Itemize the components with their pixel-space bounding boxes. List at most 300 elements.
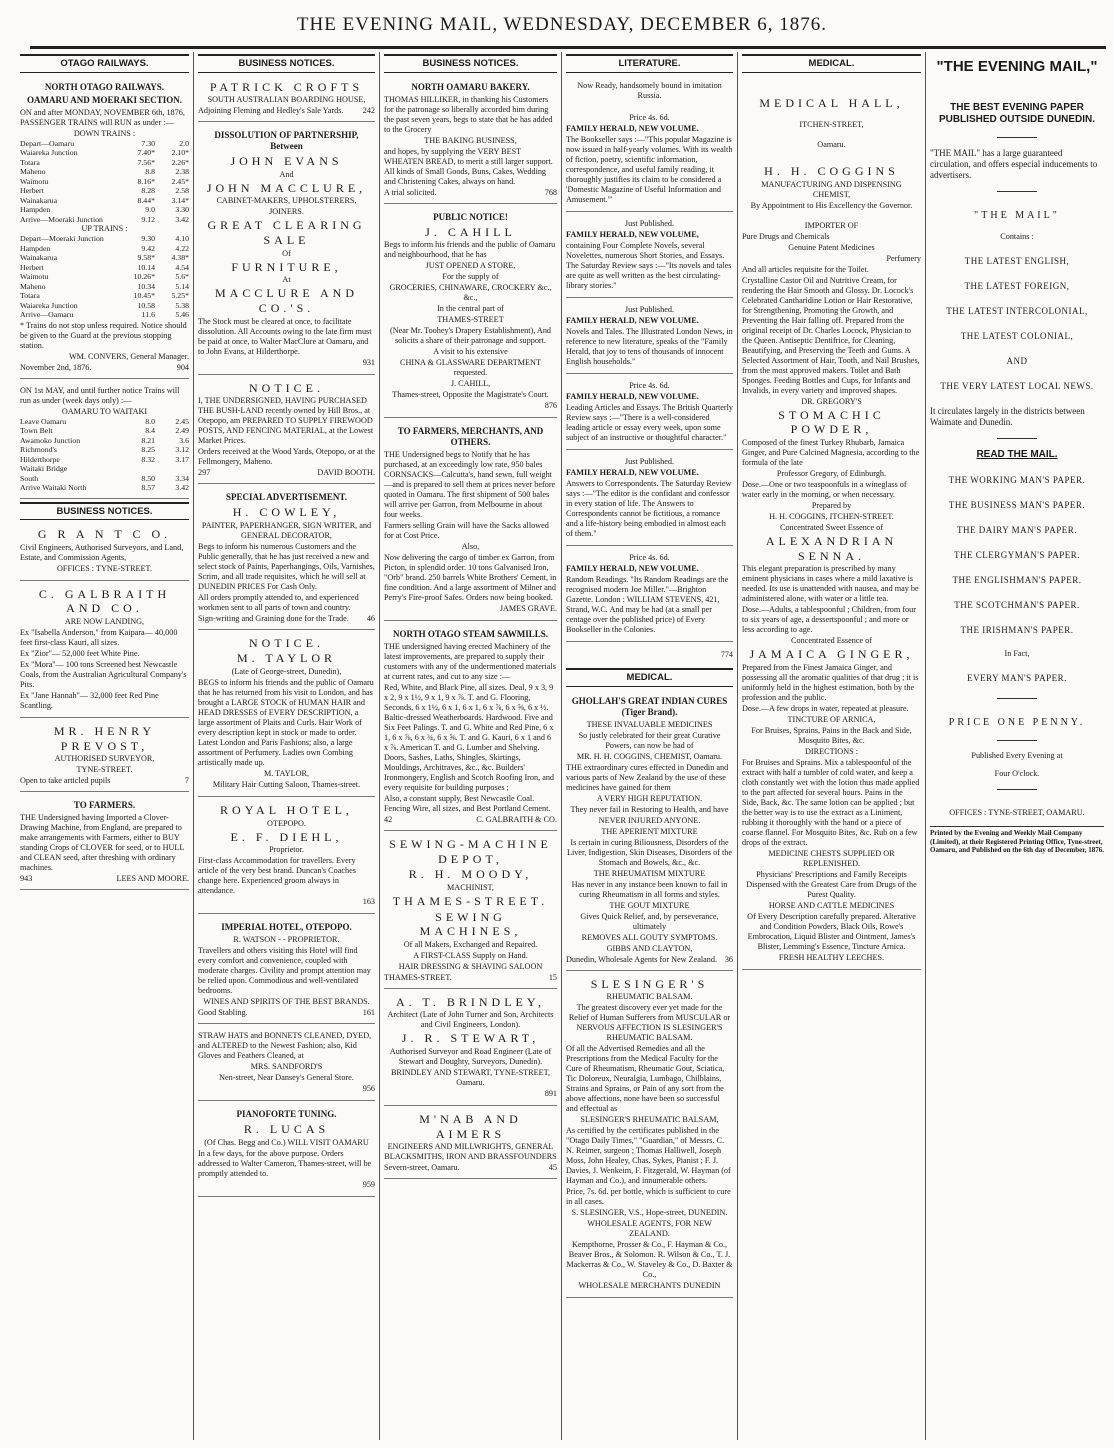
- circulates-text: It circulates largely in the districts between Waimate and Dunedin.: [930, 405, 1085, 427]
- ad-text: Sign-writing and Graining done for the Trade.: [198, 613, 349, 623]
- ad-text: PAINTER, PAPERHANGER, SIGN WRITER, and GENERAL DECORATOR,: [201, 520, 372, 540]
- ad-text: Concentrated Sweet Essence of: [780, 523, 883, 533]
- station-name: Hampden: [20, 243, 51, 253]
- ad-text: M. TAYLOR: [236, 651, 337, 666]
- timetable-row: [20, 263, 189, 273]
- train-time: 8.57: [141, 483, 155, 493]
- family-herald-ad: [566, 377, 733, 450]
- ad-signature: J. CAHILL,: [450, 379, 491, 389]
- news-item: THE VERY LATEST LOCAL NEWS.: [940, 380, 1094, 391]
- paper-item: THE SCOTCHMAN'S PAPER.: [954, 599, 1080, 610]
- ad-signature: M. TAYLOR,: [263, 768, 310, 778]
- ad-text: MEDICINE CHESTS SUPPLIED OR REPLENISHED.: [768, 848, 895, 868]
- ad-text: Dose.—Adults, a tablespoonful ; Children, from four to six years of age, a dessertspoonful ; and more or less according to age.: [742, 605, 916, 635]
- literature-ads: [566, 109, 733, 642]
- ad-text: ON 1st MAY, and until further notice Trains will run as under (week days only) :—: [20, 385, 180, 405]
- ad-text: Authorised Surveyor and Road Engineer (Late of Stewart and Doughty, Surveyors, Dunedin).: [389, 1047, 552, 1067]
- taylor-ad: [198, 633, 375, 797]
- ad-number: 956: [362, 1084, 375, 1094]
- ad-text: (Of Chas. Begg and Co.) WILL VISIT OAMARU: [204, 1137, 369, 1147]
- ad-text: At: [282, 275, 291, 285]
- ad-text: ITCHEN-STREET,: [799, 120, 864, 130]
- ad-text: JAMAICA GINGER,: [749, 647, 914, 662]
- timetable-row: [20, 244, 189, 254]
- train-time: 2.45*: [171, 176, 189, 186]
- ad-title: J. R. STEWART,: [401, 1031, 540, 1046]
- paper-item: EVERY MAN'S PAPER.: [967, 673, 1067, 684]
- ad-body: Answers to Correspondents. The Saturday Review says :—"The editor is the confidant and confessor in every station of life. The Answers to Correspondents cannot be fictitious, a romance and a life-history being embodied in almost each of them.": [566, 478, 732, 538]
- masthead: THE EVENING MAIL, WEDNESDAY, DECEMBER 6, 1876.: [296, 14, 828, 35]
- station-name: Waimotu: [20, 176, 49, 186]
- ad-text: Civil Engineers, Authorised Surveyors, and Land, Estate, and Commission Agents,: [20, 542, 184, 562]
- ad-number: 904: [176, 362, 189, 372]
- ad-text: The Stock must be cleared at once, to facilitate dissolution. All Accounts owing to the late firm must be paid at once, to Walter MacClure at Oamaru, and to John Evans, at Hilderthorpe.: [198, 316, 372, 356]
- ad-number: 161: [362, 1008, 375, 1018]
- timetable-up: [20, 234, 189, 320]
- ad-title: NORTH OTAGO RAILWAYS.: [44, 81, 165, 92]
- station-name: Totara: [20, 157, 40, 167]
- ad-text: They never fail in Restoring to Health, and have: [570, 804, 729, 814]
- train-time: [121, 464, 155, 474]
- timetable-heading: OAMARU TO WAITAKI: [61, 406, 148, 416]
- ad-text: ENGINEERS AND MILLWRIGHTS, GENERAL BLACKSMITHS, IRON AND BRASSFOUNDERS: [384, 1142, 557, 1162]
- station-name: South: [20, 473, 39, 483]
- ad-text: Oamaru.: [817, 140, 846, 150]
- train-time: 8.25: [141, 445, 155, 455]
- timetable-row: [20, 139, 189, 149]
- bakery-ad: [384, 77, 557, 204]
- section-heading: MEDICAL.: [742, 54, 921, 73]
- ad-signature: LEES AND MOORE.: [116, 874, 189, 884]
- train-time: 7.40*: [137, 148, 155, 158]
- ad-body: The Bookseller says :—"This popular Magazine is now issued in half-yearly volumes. With its wealth of fiction, poetry, scientific information, correspondence, and useful family reading, it thoroughly justifies its claim to be considered a 'Domestic Magazine of Useful Information and Amusement.'": [566, 134, 733, 204]
- ad-text: Has never in any instance been known to fail in curing Rheumatism in all forms and styles.: [571, 879, 728, 899]
- ad-title: ROYAL HOTEL,: [220, 802, 353, 817]
- train-time: 3.42: [175, 483, 189, 493]
- train-time: 3.17: [175, 454, 189, 464]
- ad-text: Composed of the finest Turkey Rhubarb, Jamaica Ginger, and Pure Calcined Magnesia, according to the formula of the late: [742, 438, 920, 468]
- ad-text: Proprietor.: [269, 845, 304, 855]
- timetable-row: [20, 464, 189, 474]
- cowley-ad: [198, 487, 375, 630]
- ad-text: Also,: [461, 542, 480, 552]
- ad-title: C. GALBRAITH AND CO.: [38, 586, 171, 616]
- ad-signature: MRS. SANDFORD'S: [250, 1062, 323, 1072]
- train-time: 3.42: [175, 214, 189, 224]
- ad-text: WHOLESALE AGENTS, FOR NEW ZEALAND.: [587, 1219, 712, 1239]
- imprint: Printed by the Evening and Weekly Mail Company (Limited), at their Registered Printing Office, Tyne-street, Oamaru, and Published on the 6th day of December, 1876.: [930, 826, 1104, 855]
- grant-ad: [20, 524, 189, 581]
- ad-text: BEGS to inform his friends and the public of Oamaru that he has returned from his visit to London, and has brought a LARGE STOCK of HUMAN HAIR and HEAD DRESSES of EVERY DESCRIPTION, a large assortment of Plaits and Curls. Hair Work of every description kept in stock or made to order. Latest London and Paris Fashions; also, a large assortment of Perfumery. Ladies own Combing artistically made up.: [198, 677, 374, 767]
- station-name: Depart—Moeraki Junction: [20, 234, 104, 244]
- publish-time: Published Every Evening at: [971, 750, 1063, 760]
- ad-text: Thames-street, Opposite the Magistrate's Court.: [392, 390, 549, 400]
- ad-price: Price 4s. 6d.: [629, 112, 670, 122]
- ad-title: NOTICE.: [249, 635, 324, 650]
- ad-signature: C. GALBRAITH & CO.: [476, 815, 557, 825]
- ad-text: IMPORTER OF: [804, 220, 859, 230]
- ad-text: CHINA & GLASSWARE DEPARTMENT requested.: [400, 358, 541, 378]
- train-time: 8.0: [145, 416, 155, 426]
- train-time: 2.49: [175, 426, 189, 436]
- ad-text: SOUTH AUSTRALIAN BOARDING HOUSE,: [207, 95, 366, 105]
- train-time: 4.54: [175, 262, 189, 272]
- divider: [997, 137, 1037, 138]
- ad-text: JOINERS.: [269, 207, 304, 217]
- column-3: [380, 52, 562, 1440]
- waitaki-notice: [20, 382, 189, 499]
- news-item: THE LATEST INTERCOLONIAL,: [946, 305, 1088, 316]
- ad-text: All orders promptly attended to, and experienced workmen sent to all parts of town and country.: [198, 592, 359, 612]
- ad-text: Begs to inform his numerous Customers and the Public generally, that he has just received a new and select stock of Paints, Paperhangings, Oils, Varnishes, Scrim, and all trade requisites, which he will sell at DUNEDIN PRICES For Cash Only.: [198, 541, 375, 591]
- ad-number: 774: [720, 650, 733, 660]
- ad-number: 876: [544, 401, 557, 411]
- ad-text: For the supply of: [442, 272, 499, 282]
- ad-text: DR. GREGORY'S: [801, 396, 862, 406]
- timetable-row: [20, 301, 189, 311]
- ad-text: A FIRST-CLASS Supply on Hand.: [413, 950, 528, 960]
- station-name: Arrive—Oamaru: [20, 310, 74, 320]
- ad-text: A VERY HIGH REPUTATION.: [596, 793, 703, 803]
- ad-text: For Bruises and Sprains. Mix a tablespoonful of the extract with half a tumbler of cold water, and keep a cloth constantly wet with the lotion thus made applied to the part affected for several hours. Pains in the Side, Back, &c. The same lotion can be applied ; but the better way is to use the extract as a Liniment, rubbing it thoroughly with the hand or a piece of coarse flannel. For Mosquito Bites, &c. Rub on a few drops of the extract.: [742, 757, 920, 847]
- ad-text: MR. H. H. COGGINS, CHEMIST, Oamaru.: [576, 751, 723, 761]
- station-name: Herbert: [20, 186, 44, 196]
- ad-text: Also, a constant supply, Best Newcastle Coal. Fencing Wire, all sizes, and Best Portland Cement.: [384, 794, 551, 814]
- timetable-row: [20, 148, 189, 158]
- railway-notice: [20, 77, 189, 379]
- ad-title: SPECIAL ADVERTISEMENT.: [225, 492, 348, 503]
- ad-text: JUST OPENED A STORE,: [425, 261, 516, 271]
- ad-text: CABINET-MAKERS, UPHOLSTERERS,: [216, 196, 357, 206]
- ad-title: J. CAHILL: [425, 224, 516, 239]
- ad-text: TYNE-STREET.: [76, 765, 133, 775]
- ad-text: Genuine Patent Medicines: [788, 242, 875, 252]
- ad-text: Now delivering the cargo of timber ex Garron, from Picton, in splendid order. 10 tons Galvanised Iron, "Orb" brand. 250 barrels White Brothers' Cement, in fine condition. And a large assortment of Milner and Perry's Fire-proof Safes. Orders now being booked.: [384, 553, 557, 603]
- station-name: Waitaki Bridge: [20, 464, 68, 474]
- section-heading: MEDICAL.: [566, 668, 733, 687]
- ad-text: R. H. MOODY,: [408, 867, 533, 882]
- train-time: 8.16*: [137, 176, 155, 186]
- column-5: [738, 52, 926, 1440]
- crofts-ad: [198, 77, 375, 123]
- ad-text: Of all the Advertised Remedies and all the Prescriptions from the Medical Faculty for the Cure of Rheumatism, Rheumatic Gout, Sciatica, Tic Doloreux, Neuralgia, Lumbago, Chilblains, Strains and Sprains, or Pain of any sort from the above affections, none have been so successful and effectual as: [566, 1044, 725, 1114]
- station-name: Arrive Waitaki North: [20, 483, 87, 493]
- train-time: 2.26*: [171, 157, 189, 167]
- ad-text: MANUFACTURING AND DISPENSING CHEMIST,: [761, 179, 902, 199]
- ad-text: THE RHEUMATISM MIXTURE: [593, 868, 706, 878]
- timetable-row: [20, 474, 189, 484]
- ad-body: Leading Articles and Essays. The British Quarterly Review says :—"There is a well-considered leading article or essay every week, upon some subject of an instructive or thoughtful character.": [566, 402, 733, 442]
- ad-number: 42: [384, 815, 393, 825]
- ad-price: Just Published.: [624, 456, 675, 466]
- ad-text: ON and after MONDAY, NOVEMBER 6th, 1876, PASSENGER TRAINS will RUN as under :—: [20, 107, 185, 127]
- ad-text: (Near Mr. Toohey's Drapery Establishment), And solicits a share of their patronage and support.: [389, 326, 552, 346]
- timetable-row: [20, 215, 189, 225]
- ad-number: 242: [362, 106, 375, 116]
- station-name: Wainakarua: [20, 195, 58, 205]
- ad-number: 297: [198, 468, 211, 478]
- train-time: 9.58*: [137, 253, 155, 263]
- ad-text: OFFICES : TYNE-STREET.: [57, 563, 152, 573]
- train-time: 10.14: [137, 262, 155, 272]
- train-time: 10.58: [137, 300, 155, 310]
- paper-item: THE IRISHMAN'S PAPER.: [960, 624, 1074, 635]
- ad-text: R. WATSON - - PROPRIETOR.: [233, 935, 340, 945]
- family-herald-ad: [566, 453, 733, 546]
- ad-text: AUTHORISED SURVEYOR,: [54, 754, 155, 764]
- ad-price: Price 4s. 6d.: [629, 380, 670, 390]
- ad-title: NORTH OAMARU BAKERY.: [411, 81, 530, 92]
- timetable-row: [20, 196, 189, 206]
- ad-text: THE APERIENT MIXTURE: [601, 826, 698, 836]
- ad-text: JOHN MACCLURE,: [206, 180, 367, 195]
- train-time: 4.22: [175, 243, 189, 253]
- ad-text: I, THE UNDERSIGNED, HAVING PURCHASED THE BUSH-LAND recently owned by Hill Bros., at Otepopo, am PREPARED TO SUPPLY FIREWOOD POSTS, AND FENCING MATERIAL, at the Lowest Market Prices.: [198, 396, 374, 446]
- ad-text: Pure Drugs and Chemicals: [742, 231, 830, 241]
- ad-text: ARE NOW LANDING,: [64, 616, 145, 626]
- timetable-row: [20, 445, 189, 455]
- royal-hotel-ad: [198, 800, 375, 914]
- ad-title: MEDICAL HALL,: [759, 95, 904, 110]
- ad-text: HORSE AND CATTLE MEDICINES: [768, 900, 895, 910]
- ad-text: In a few days, for the above purpose. Orders addressed to Walter Cameron, Thames-street, will be promptly attended to.: [198, 1148, 372, 1178]
- ad-title: FAMILY HERALD, NEW VOLUME.: [566, 563, 699, 573]
- train-time: 8.28: [141, 186, 155, 196]
- ad-text: Of: [282, 248, 291, 258]
- masthead-rule: [30, 46, 1106, 49]
- timetable-row: [20, 426, 189, 436]
- ad-title: IMPERIAL HOTEL, OTEPOPO.: [221, 922, 352, 933]
- ad-text: THAMES-STREET: [437, 315, 504, 325]
- ad-title: H. COWLEY,: [232, 505, 341, 520]
- ad-text: REMOVES ALL GOUTY SYMPTOMS.: [581, 932, 718, 942]
- timetable-heading: UP TRAINS :: [81, 224, 128, 234]
- price: PRICE ONE PENNY.: [948, 717, 1086, 729]
- ad-text: And all articles requisite for the Toilet.: [742, 264, 869, 274]
- ad-text: Crystalline Castor Oil and Nutritive Cream, for rendering the Hair Smooth and Glossy. Dr. Locock's Celebrated Cantharidine Lotion or Hair Restorative, for Strengthening, Promoting the Growth, and Preventing the Hair falling off. Prepared from the original receipt of Dr. Charles Locock, Physician to the Queen. Antiseptic Dentifrice, for Cleaning, Beautifying, and Preserving the Teeth and Gums. A Selected Assortment of Hair, Tooth, and Nail Brushes, from the most approved makers. Toilet and Bath Sponges. Feeding Bottles and Cups, for Infants and Invalids, in every variety and improved shapes.: [742, 275, 920, 395]
- train-time: 8.4: [145, 426, 155, 436]
- station-name: Maheno: [20, 167, 46, 177]
- ad-text: As certified by the certificates published in the "Otago Daily Times," "Guardian," of Messrs. C. N. Reimer, surgeon ; Thomas Halliwell, Joseph Moss, John Healey, Chas. Sykes, Pianist ; F. J. Davies, J. Wenkeim, F. Fitzgerald, W. Hayman (of Hayman and Co.), and innumerable others.: [566, 1126, 731, 1186]
- news-item: THE LATEST ENGLISH,: [964, 255, 1070, 266]
- ad-text: Ex "Mora"— 100 tons Screened best Newcastle Coals, from the Australian Agricultural Company's Pits.: [20, 659, 187, 689]
- booth-ad: [198, 378, 375, 485]
- station-name: Totara: [20, 291, 40, 301]
- train-time: [155, 464, 189, 474]
- station-name: Hampden: [20, 205, 51, 215]
- ad-text: THAMES-STREET.: [384, 972, 452, 982]
- timetable-row: [20, 186, 189, 196]
- farmers-ad: [20, 795, 189, 890]
- columns: [16, 52, 1108, 1440]
- ad-text: Dunedin, Wholesale Agents for New Zealand.: [566, 954, 718, 964]
- ad-text: HAIR DRESSING & SHAVING SALOON: [398, 961, 543, 971]
- train-time: 8.8: [145, 167, 155, 177]
- ad-signature: JAMES GRAVE.: [499, 604, 557, 614]
- ghollah-ad: [566, 691, 733, 971]
- train-time: 2.10*: [171, 148, 189, 158]
- straw-hats-ad: [198, 1027, 375, 1101]
- ad-title: TO FARMERS.: [73, 800, 136, 811]
- ad-title: GHOLLAH'S GREAT INDIAN CURES (Tiger Brand).: [571, 695, 728, 717]
- ad-text: Kempthorne, Prosser & Co., F. Hayman & Co., Beaver Bros., & Solomon. R. Wilson & Co., T. J. Mackerras & Co., W. Staveley & Co., D. Baxter & Co.,: [566, 1240, 733, 1280]
- ad-text: STOMACHIC POWDER,: [778, 407, 885, 437]
- news-item: THE LATEST COLONIAL,: [960, 330, 1074, 341]
- sawmills-ad: [384, 624, 557, 831]
- ad-number: 943: [20, 874, 33, 884]
- family-herald-ad: [566, 215, 733, 298]
- ad-text: By Appointment to His Excellency the Governor.: [750, 200, 913, 210]
- in-fact-label: In Fact,: [1004, 649, 1030, 659]
- ad-text: THE extraordinary cures effected in Dunedin and various parts of New Zealand by the use of these medicines have gained for them: [566, 762, 729, 792]
- ad-text: Price, 7s. 6d. per bottle, which is sufficient to cure in all cases.: [566, 1187, 731, 1207]
- train-time: 4.10: [175, 234, 189, 244]
- ad-text: and hopes, by supplying the VERY BEST WHEATEN BREAD, to merit a still larger support. All kinds of Small Goods, Buns, Cakes, Wedding and Christening Cakes, always on hand.: [384, 146, 553, 186]
- section-heading: BUSINESS NOTICES.: [20, 502, 189, 521]
- station-name: Waiareka Junction: [20, 148, 78, 158]
- ad-price: Just Published.: [624, 218, 675, 228]
- ad-text: And: [279, 169, 294, 179]
- paper-item: THE DAIRY MAN'S PAPER.: [957, 524, 1077, 535]
- ad-text: THOMAS HILLIKER, in thanking his Customers for the patronage so liberally accorded him during the past seven years, begs to state that he has added to the Grocery: [384, 94, 553, 134]
- family-herald-ad: [566, 549, 733, 642]
- cahill-ad: [384, 207, 557, 419]
- family-herald-ad: [566, 109, 733, 212]
- train-time: 3.14*: [171, 195, 189, 205]
- ad-price: Just Published.: [624, 304, 675, 314]
- ad-text: For Bruises, Sprains, Pains in the Back and Side, Mosquito Bites, &c.: [751, 725, 912, 745]
- ad-text: R. LUCAS: [243, 1122, 330, 1137]
- timetable-row: [20, 177, 189, 187]
- ad-text: (Late of George-street, Dunedin),: [231, 666, 342, 676]
- medical-hall-ad: [742, 77, 921, 970]
- train-time: 3.6: [179, 435, 189, 445]
- ad-number: 959: [362, 1179, 375, 1189]
- ad-body: Novels and Tales. The Illustrated London News, in reference to new literature, speaks of the "Family Herald, that joy to tens of thousands of innocent English households.": [566, 326, 733, 366]
- ad-signature: GIBBS AND CLAYTON,: [606, 943, 693, 953]
- ad-text: RHEUMATIC BALSAM.: [606, 992, 693, 1002]
- train-time: 8.32: [141, 454, 155, 464]
- train-time: 5.38: [175, 300, 189, 310]
- divider: [997, 698, 1037, 699]
- station-name: Maheno: [20, 281, 46, 291]
- timetable-waitaki: [20, 417, 189, 493]
- ad-date: November 2nd, 1876.: [20, 362, 92, 372]
- ad-title: SLESINGER'S: [590, 976, 709, 991]
- ad-text: SEWING MACHINES,: [419, 909, 522, 939]
- ad-number: 768: [544, 187, 557, 197]
- train-time: 3.12: [175, 445, 189, 455]
- ad-text: Concentrated Essence of: [791, 636, 872, 646]
- ad-text: Severn-street, Oamaru.: [384, 1163, 460, 1173]
- ad-title: FAMILY HERALD, NEW VOLUME.: [566, 315, 699, 325]
- ad-subtitle: OAMARU AND MOERAKI SECTION.: [26, 94, 182, 105]
- ad-text: THE Undersigned begs to Notify that he has purchased, at an exceedingly low rate, 950 bales CORNSACKS—Calcutta's, hand sewn, full weight—and is prepared to sell them at prices never before quoted in Oamaru. The first shipment of 500 bales will arrive per Garron, from Melbourne in about four weeks.: [384, 450, 556, 520]
- paper-item: THE CLERGYMAN'S PAPER.: [953, 549, 1081, 560]
- train-time: 8.21: [141, 435, 155, 445]
- ad-text: ALEXANDRIAN SENNA.: [765, 534, 898, 563]
- ad-text: MACHINIST,: [447, 882, 494, 892]
- ad-title: H. H. COGGINS: [764, 164, 899, 179]
- ad-text: WHOLESALE MERCHANTS DUNEDIN: [578, 1281, 721, 1291]
- train-time: 9.12: [141, 214, 155, 224]
- ad-text: MACCLURE AND CO.'S.: [214, 286, 358, 315]
- station-name: Herbert: [20, 262, 44, 272]
- paper-item: THE BUSINESS MAN'S PAPER.: [948, 499, 1086, 510]
- timetable-row: [20, 483, 189, 493]
- ad-title: DISSOLUTION OF PARTNERSHIP, Between: [214, 130, 359, 152]
- ad-text: GREAT CLEARING SALE: [207, 218, 366, 248]
- ad-title: FAMILY HERALD, NEW VOLUME.: [566, 467, 699, 477]
- train-time: 10.34: [137, 281, 155, 291]
- news-item: THE LATEST FOREIGN,: [964, 280, 1070, 291]
- timetable-row: [20, 455, 189, 465]
- ad-title: FAMILY HERALD, NEW VOLUME.: [566, 391, 699, 401]
- paper-item: THE WORKING MAN'S PAPER.: [948, 474, 1086, 485]
- ad-text: Physicians' Prescriptions and Family Receipts Dispensed with the Greatest Care from Drugs of the Purest Quality.: [746, 869, 917, 899]
- ad-number: 36: [724, 954, 733, 964]
- ad-title: NOTICE.: [249, 380, 324, 395]
- news-item: AND: [1006, 355, 1028, 366]
- column-1: [16, 52, 194, 1440]
- ad-text: This elegant preparation is prescribed by many eminent physicians in cases where a mild laxative is needed. Its use is unattended with nausea, and may be administered alone, with water or a little tea.: [742, 564, 919, 604]
- column-2: [194, 52, 380, 1440]
- station-name: Waiareka Junction: [20, 300, 78, 310]
- ad-text: FRESH HEALTHY LEECHES.: [778, 952, 885, 962]
- ad-text: The greatest discovery ever yet made for the Relief of Human Sufferers from MUSCULAR or NERVOUS AFFECTION IS SLESINGER'S RHEUMATIC BALSAM.: [568, 1003, 731, 1043]
- family-herald-ad: [566, 301, 733, 374]
- train-time: 10.26*: [133, 272, 155, 282]
- ad-number: 931: [362, 357, 375, 367]
- timetable-row: [20, 253, 189, 263]
- train-time: 2.0: [179, 138, 189, 148]
- ad-text: Orders received at the Wood Yards, Otepopo, or at the Fellmongery, Maheno.: [198, 447, 375, 467]
- mail-title: "THE MAIL": [974, 209, 1060, 221]
- train-time: 11.6: [141, 310, 155, 320]
- station-name: Richmond's: [20, 445, 57, 455]
- timetable-row: [20, 234, 189, 244]
- ad-number: 15: [548, 972, 557, 982]
- ad-title: SEWING-MACHINE DEPOT,: [389, 837, 552, 866]
- ad-title: G R A N T C O.: [37, 527, 172, 542]
- station-name: Waimotu: [20, 272, 49, 282]
- train-time: 5.46: [175, 310, 189, 320]
- ad-text: Dose.—One or two teaspoonfuls in a wineglass of water early in the morning, or when necessary.: [742, 480, 907, 500]
- ad-text: THE Undersigned having Imported a Clover-Drawing Machine, from England, are prepared to make arrangements with Farmers, either to BUY standing Crops of CLOVER for seed, or to HULL and CLEAN seed, after threshing with ordinary machines.: [20, 813, 185, 873]
- dissolution-ad: [198, 125, 375, 374]
- ad-title: FAMILY HERALD, NEW VOLUME.: [566, 123, 699, 133]
- brindley-stewart-ad: [384, 992, 557, 1106]
- ad-text: A trial solicited.: [384, 187, 437, 197]
- paper-title: "THE EVENING MAIL,": [936, 58, 1098, 75]
- train-time: 5.25*: [171, 291, 189, 301]
- ad-text: THE GOUT MIXTURE: [609, 900, 690, 910]
- piano-ad: [198, 1104, 375, 1197]
- contains-label: Contains :: [1000, 231, 1034, 241]
- divider: [997, 789, 1037, 790]
- ad-text: SLESINGER'S RHEUMATIC BALSAM,: [580, 1115, 719, 1125]
- ad-text: Dose.—A few drops in water, repeated at pleasure.: [742, 703, 909, 713]
- column-6: [926, 52, 1108, 1440]
- timetable-heading: DOWN TRAINS :: [73, 128, 136, 138]
- prevost-ad: [20, 721, 189, 792]
- timetable-row: [20, 310, 189, 320]
- ad-text: WINES AND SPIRITS OF THE BEST BRANDS.: [203, 997, 370, 1007]
- ad-text: Architect (Late of John Turner and Son, Architects and Civil Engineers, London).: [387, 1010, 554, 1030]
- ad-text: THE undersigned having erected Machinery of the latest improvements, are prepared to supply their customers with any of the undermentioned materials at current rates, and cut to any size :—: [384, 642, 556, 682]
- ad-text: Ex "Jane Hannah"— 32,000 feet Red Pine Scantling.: [20, 690, 159, 710]
- ad-text: A visit to his extensive: [433, 347, 508, 357]
